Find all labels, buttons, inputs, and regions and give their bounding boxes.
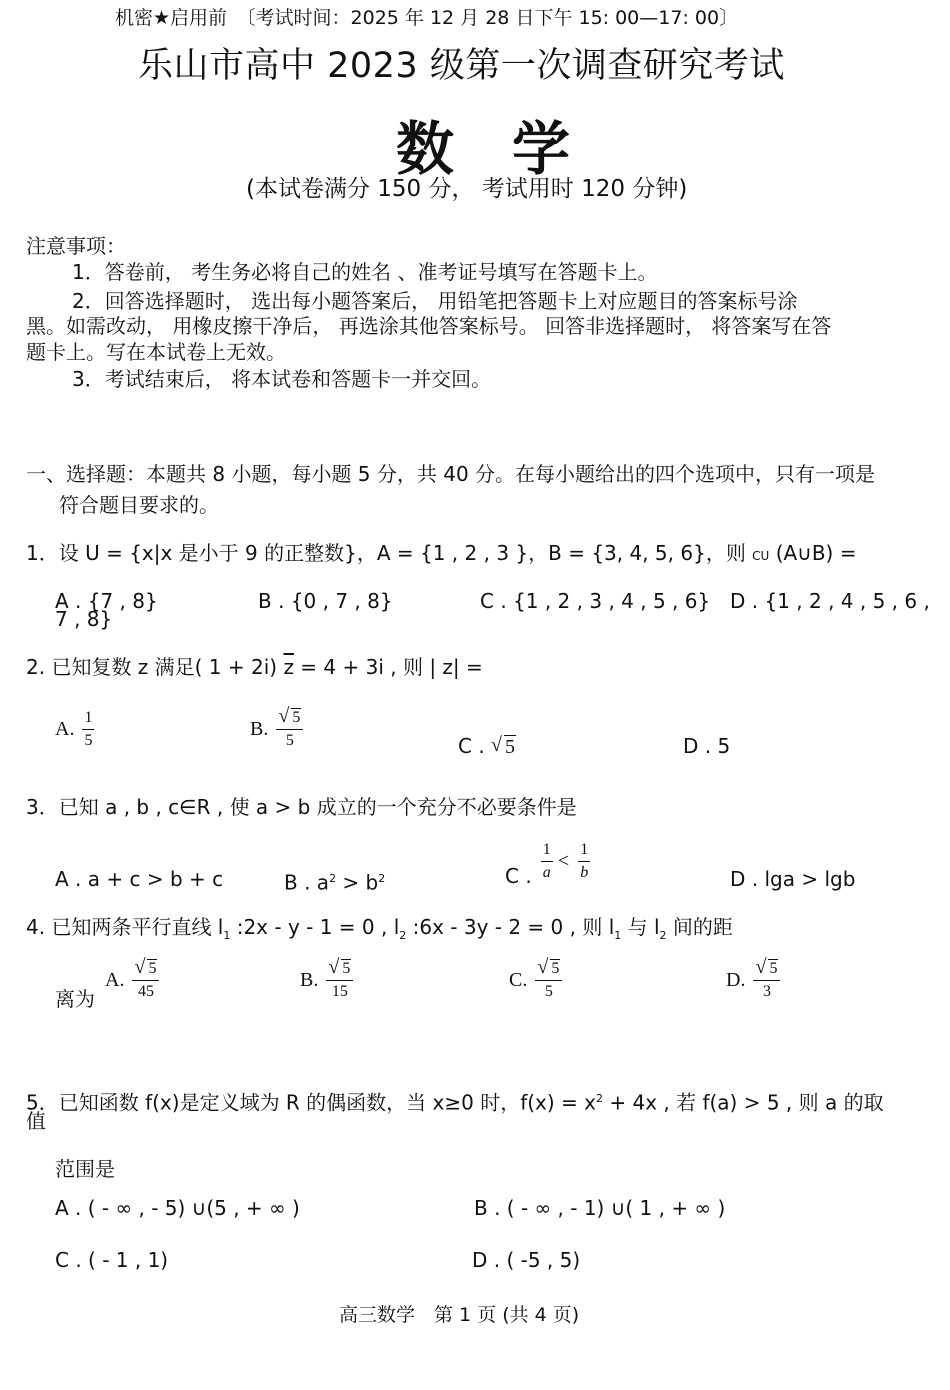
q5-stem-b: + 4x , 若 f(a) > 5 , 则 a 的取 xyxy=(603,1090,884,1115)
q3-c-frac2 xyxy=(578,839,590,884)
q4-sub-2b: 2 xyxy=(659,929,667,942)
q3-c-d2: b xyxy=(580,864,589,881)
q2-stem-a: 2. 已知复数 z 满足( 1 + 2i) xyxy=(26,655,284,679)
q1-option-b: B . {0 , 7 , 8} xyxy=(258,589,393,613)
note-2-line3: 题卡上。写在本试卷上无效。 xyxy=(26,340,286,364)
q4-stem xyxy=(26,914,733,949)
q4-b-fraction xyxy=(326,958,353,1003)
q4-c-label: C. xyxy=(509,969,528,991)
q3-option-b xyxy=(284,866,385,896)
q4-sub-2a: 2 xyxy=(399,929,407,942)
q4-option-c xyxy=(509,958,562,1003)
secret-line: 机密★启用前 〔考试时间：2025 年 12 月 28 日下午 15: 00—17: 00〕 xyxy=(115,7,739,29)
q4-sub-1a: 1 xyxy=(223,929,231,942)
q1-option-a: A . {7 , 8} xyxy=(55,589,158,613)
sqrt-icon: √ 5 xyxy=(491,734,516,758)
q2-a-den: 5 xyxy=(84,732,93,749)
q5-exp: 2 xyxy=(596,1092,603,1105)
q4-d-num xyxy=(753,958,780,981)
q4-c-fraction xyxy=(535,958,562,1003)
q4-d-den: 3 xyxy=(762,983,771,1000)
q4-a-fraction xyxy=(132,958,159,1003)
subject-title: 数 学 xyxy=(396,115,571,183)
page-footer: 高三数学 第 1 页 (共 4 页) xyxy=(339,1304,580,1326)
q2-b-fraction xyxy=(276,707,303,752)
sqrt-icon: √ 5 xyxy=(278,705,301,727)
section-heading-line1: 一、选择题：本题共 8 小题，每小题 5 分，共 40 分。在每小题给出的四个选项中，只有一项是 xyxy=(26,462,876,486)
q4-a-num xyxy=(132,958,159,981)
exam-title: 乐山市高中 2023 级第一次调查研究考试 xyxy=(138,46,785,86)
q2-option-c xyxy=(458,733,516,760)
q3-c-n1: 1 xyxy=(541,839,553,862)
q2-b-den: 5 xyxy=(285,732,294,749)
q4-stem-b: :2x - y - 1 = 0 , l xyxy=(230,915,400,939)
q3-c-d1: a xyxy=(542,864,551,881)
sqrt-icon: √ 5 xyxy=(328,956,351,978)
q4-option-d xyxy=(726,958,780,1003)
q3-c-label: C . xyxy=(505,863,532,888)
q1-stem-text: 1．设 U = {x|x 是小于 9 的正整数}，A = {1 , 2 , 3 }，B = {3, 4, 5, 6}，则 xyxy=(26,541,753,565)
q5-option-a: A . ( - ∞ , - 5) ∪(5 , + ∞ ) xyxy=(55,1196,300,1220)
q2-a-label: A. xyxy=(55,718,75,740)
q4-stem-cont: 离为 xyxy=(55,987,95,1011)
q4-option-b xyxy=(300,958,353,1003)
q1-stem-tail: (A∪B) = xyxy=(769,541,857,565)
q2-stem xyxy=(26,654,483,680)
q4-sub-1b: 1 xyxy=(614,929,622,942)
q1-option-d-cont: 7 , 8} xyxy=(55,607,113,631)
q2-option-a xyxy=(55,707,94,752)
q3-option-a: A . a + c > b + c xyxy=(55,867,224,891)
q5-stem-a: 5．已知函数 f(x)是定义域为 R 的偶函数，当 x≥0 时，f(x) = x xyxy=(26,1090,596,1115)
q4-d-fraction xyxy=(753,958,780,1003)
q2-stem-b: = 4 + 3i , 则 | z| = xyxy=(293,655,483,679)
q1-stem xyxy=(26,540,856,569)
q4-b-den: 15 xyxy=(331,983,348,1000)
q3-c-op: < xyxy=(557,850,570,872)
q4-a-label: A. xyxy=(105,969,125,991)
q3-c-frac1 xyxy=(541,839,553,884)
q4-stem-d: 与 l xyxy=(621,915,660,939)
q2-c-label: C . xyxy=(458,734,485,758)
note-3: 3．考试结束后， 将本试卷和答题卡一并交回。 xyxy=(72,367,492,391)
q3-option-c xyxy=(505,839,590,888)
section-heading-line2: 符合题目要求的。 xyxy=(59,493,219,517)
q2-a-num: 1 xyxy=(82,707,94,730)
q1-complement: CU xyxy=(752,549,770,563)
q3-b-mid: > b xyxy=(336,870,379,895)
q2-b-num xyxy=(276,707,303,730)
sqrt-icon: √ 5 xyxy=(755,956,778,978)
q4-stem-c: :6x - 3y - 2 = 0 , 则 l xyxy=(406,915,615,939)
note-1: 1．答卷前， 考生务必将自己的姓名 、准考证号填写在答题卡上。 xyxy=(72,260,658,284)
q4-option-a xyxy=(105,958,159,1003)
q4-stem-a: 4. 已知两条平行直线 l xyxy=(26,915,224,939)
q1-option-d: D . {1 , 2 , 4 , 5 , 6 , xyxy=(730,589,930,613)
q4-c-den: 5 xyxy=(544,983,553,1000)
q5-option-c: C . ( - 1 , 1) xyxy=(55,1248,169,1272)
q4-a-den: 45 xyxy=(137,983,154,1000)
q4-stem-e: 间的距 xyxy=(666,915,733,939)
q3-b-exp2: 2 xyxy=(378,872,386,885)
q3-b-exp1: 2 xyxy=(329,872,337,885)
score-time: (本试卷满分 150 分， 考试用时 120 分钟) xyxy=(246,176,688,202)
q2-option-d: D . 5 xyxy=(683,734,731,758)
q3-c-n2: 1 xyxy=(578,839,590,862)
q5-stem-line2: 值 xyxy=(26,1109,46,1133)
q5-range: 范围是 xyxy=(55,1157,115,1181)
note-2-line1: 2．回答选择题时， 选出每小题答案后， 用铅笔把答题卡上对应题目的答案标号涂 xyxy=(72,289,798,313)
note-2-line2: 黑。如需改动， 用橡皮擦干净后， 再选涂其他答案标号。 回答非选择题时， 将答案写在答 xyxy=(26,314,832,338)
q1-option-c: C . {1 , 2 , 3 , 4 , 5 , 6} xyxy=(480,589,711,613)
q3-b-pre: B . a xyxy=(284,870,330,895)
q5-option-b: B . ( - ∞ , - 1) ∪( 1 , + ∞ ) xyxy=(474,1196,726,1220)
q4-b-num xyxy=(326,958,353,981)
q4-c-num xyxy=(535,958,562,981)
q2-zbar: $\overline{z}$ xyxy=(283,655,294,679)
q5-option-d: D . ( -5 , 5) xyxy=(472,1248,581,1272)
q2-b-label: B. xyxy=(250,718,269,740)
q4-d-label: D. xyxy=(726,969,746,991)
q2-option-b xyxy=(250,707,303,752)
q2-a-fraction xyxy=(82,707,94,752)
q3-stem: 3．已知 a , b , c∈R , 使 a > b 成立的一个充分不必要条件是 xyxy=(26,795,577,819)
q4-b-label: B. xyxy=(300,969,319,991)
q3-option-d: D . lga > lgb xyxy=(730,867,856,891)
notes-title: 注意事项： xyxy=(26,234,126,258)
q5-stem xyxy=(26,1086,884,1116)
sqrt-icon: √ 5 xyxy=(537,956,560,978)
sqrt-icon: √ 5 xyxy=(134,956,157,978)
